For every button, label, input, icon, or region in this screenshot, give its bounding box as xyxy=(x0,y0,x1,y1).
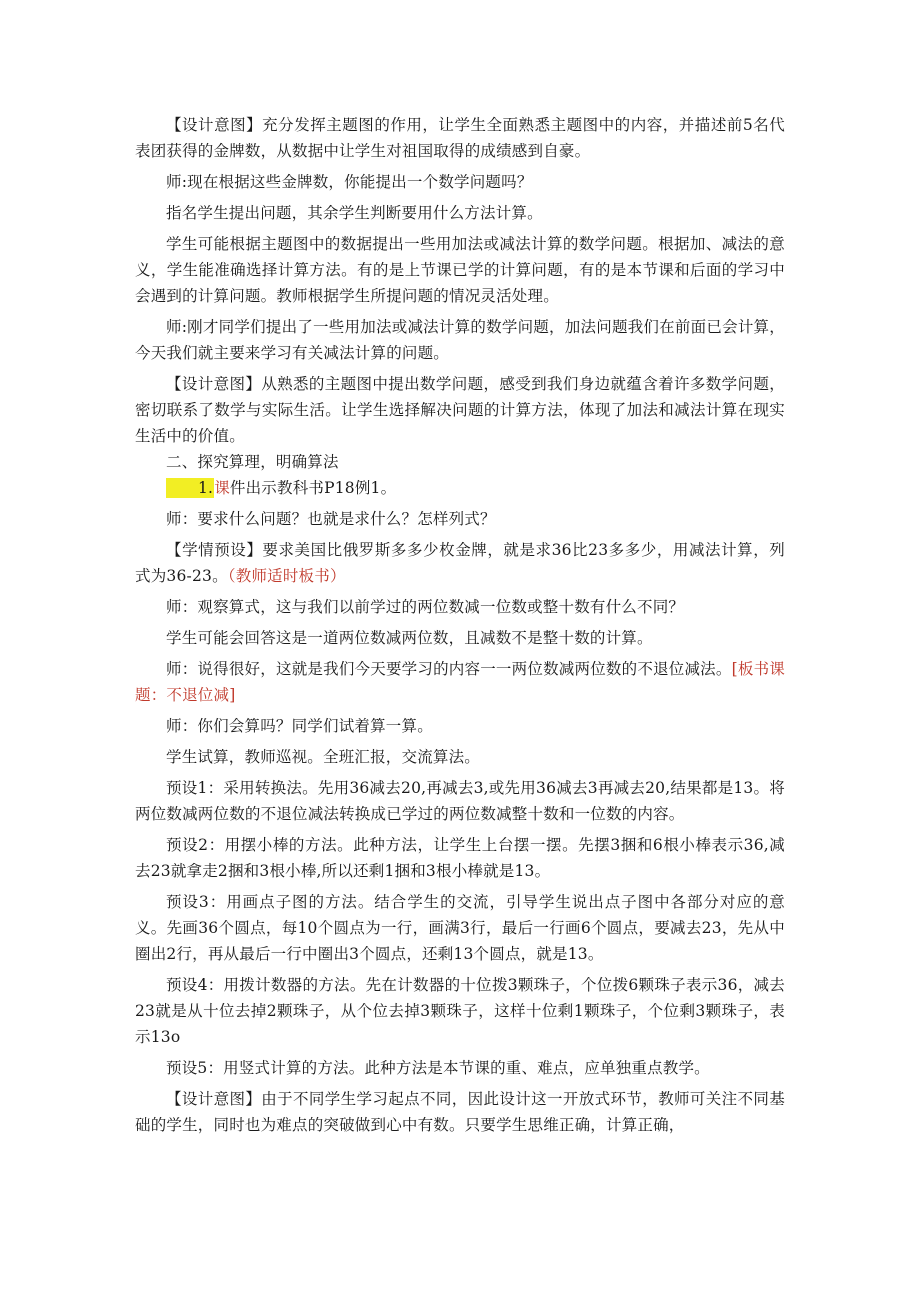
board-note: （教师适时板书） xyxy=(227,567,346,585)
paragraph-teacher-question-2: 师：要求什么问题？也就是求什么？怎样列式？ xyxy=(166,510,496,528)
paragraph-design-intent-3: 【设计意图】由于不同学生学习起点不同，因此设计这一开放式环节，教师可关注不同基础的学生，同时也为难点的突破做到心中有数。只要学生思维正确，计算正确， xyxy=(135,1090,785,1134)
courseware-text: 件出示教科书P18例1。 xyxy=(229,479,397,497)
teacher-praise-text: 师：说得很好，这就是我们今天要学习的内容一一两位数减两位数的不退位减法。 xyxy=(166,660,732,678)
paragraph-teacher-question-1: 师:现在根据这些金牌数，你能提出一个数学问题吗？ xyxy=(166,173,533,191)
paragraph-preset-2: 预设2：用摆小棒的方法。此种方法，让学生上台摆一摆。先摆3捆和6根小棒表示36,减去23就拿走2捆和3根小棒,所以还剩1捆和3根小棒就是13。 xyxy=(135,836,785,880)
paragraph-learning-preset xyxy=(135,537,785,589)
paragraph-teacher-observe: 师：观察算式，这与我们以前学过的两位数减一位数或整十数有什么不同？ xyxy=(166,598,685,616)
board-title-note: [板书课题：不退位减] xyxy=(135,660,785,704)
paragraph-student-possible: 学生可能根据主题图中的数据提出一些用加法或减法计算的数学问题。根据加、减法的意义，学生能准确选择计算方法。有的是上节课已学的计算问题，有的是本节课和后面的学习中会遇到的计算问题。教师根据学生所提问题的情况灵活处理。 xyxy=(135,235,785,305)
section-heading-explore: 二、探究算理，明确算法 xyxy=(166,453,339,471)
paragraph-design-intent-1: 【设计意图】充分发挥主题图的作用，让学生全面熟悉主题图中的内容，并描述前5名代表团获得的金牌数，从数据中让学生对祖国取得的成绩感到自豪。 xyxy=(135,116,785,160)
paragraph-preset-1: 预设1：采用转换法。先用36减去20,再减去3,或先用36减去3再减去20,结果都是13。将两位数减两位数的不退位减法转换成已学过的两位数减整十数和一位数的内容。 xyxy=(135,779,785,823)
paragraph-preset-4: 预设4：用拨计数器的方法。先在计数器的十位拨3颗珠子，个位拨6颗珠子表示36，减去23就是从十位去掉2颗珠子，从个位去掉3颗珠子，这样十位剩1颗珠子，个位剩3颗珠子，表示13o xyxy=(135,976,785,1046)
paragraph-student-question: 指名学生提出问题，其余学生判断要用什么方法计算。 xyxy=(166,204,543,222)
paragraph-courseware-example xyxy=(135,475,785,501)
paragraph-teacher-try: 师：你们会算吗？同学们试着算一算。 xyxy=(166,717,433,735)
learning-preset-text: 【学情预设】要求美国比俄罗斯多多少枚金牌，就是求36比23多多少，用减法计算，列式为36-23。 xyxy=(135,541,785,585)
paragraph-teacher-praise xyxy=(135,656,785,708)
paragraph-preset-3: 预设3：用画点子图的方法。结合学生的交流，引导学生说出点子图中各部分对应的意义。先画36个圆点，每10个圆点为一行，画满3行，最后一行画6个圆点，要减去23，先从中圈出2行，再从最后一行中圈出3个圆点，还剩13个圆点，就是13。 xyxy=(135,893,785,963)
paragraph-teacher-transition: 师:刚才同学们提出了一些用加法或减法计算的数学问题，加法问题我们在前面已会计算，今天我们就主要来学习有关减法计算的问题。 xyxy=(135,318,785,362)
highlighted-number: 1. xyxy=(166,478,214,498)
paragraph-student-trial: 学生试算，教师巡视。全班汇报，交流算法。 xyxy=(166,748,481,766)
annotated-char: 课 xyxy=(214,479,230,497)
document-body xyxy=(135,112,785,1138)
paragraph-student-answer: 学生可能会回答这是一道两位数减两位数，且减数不是整十数的计算。 xyxy=(166,629,653,647)
paragraph-design-intent-2: 【设计意图】从熟悉的主题图中提出数学问题，感受到我们身边就蕴含着许多数学问题，密切联系了数学与实际生活。让学生选择解决问题的计算方法，体现了加法和减法计算在现实生活中的价值。 xyxy=(135,375,785,445)
paragraph-preset-5: 预设5：用竖式计算的方法。此种方法是本节课的重、难点，应单独重点教学。 xyxy=(166,1059,710,1077)
